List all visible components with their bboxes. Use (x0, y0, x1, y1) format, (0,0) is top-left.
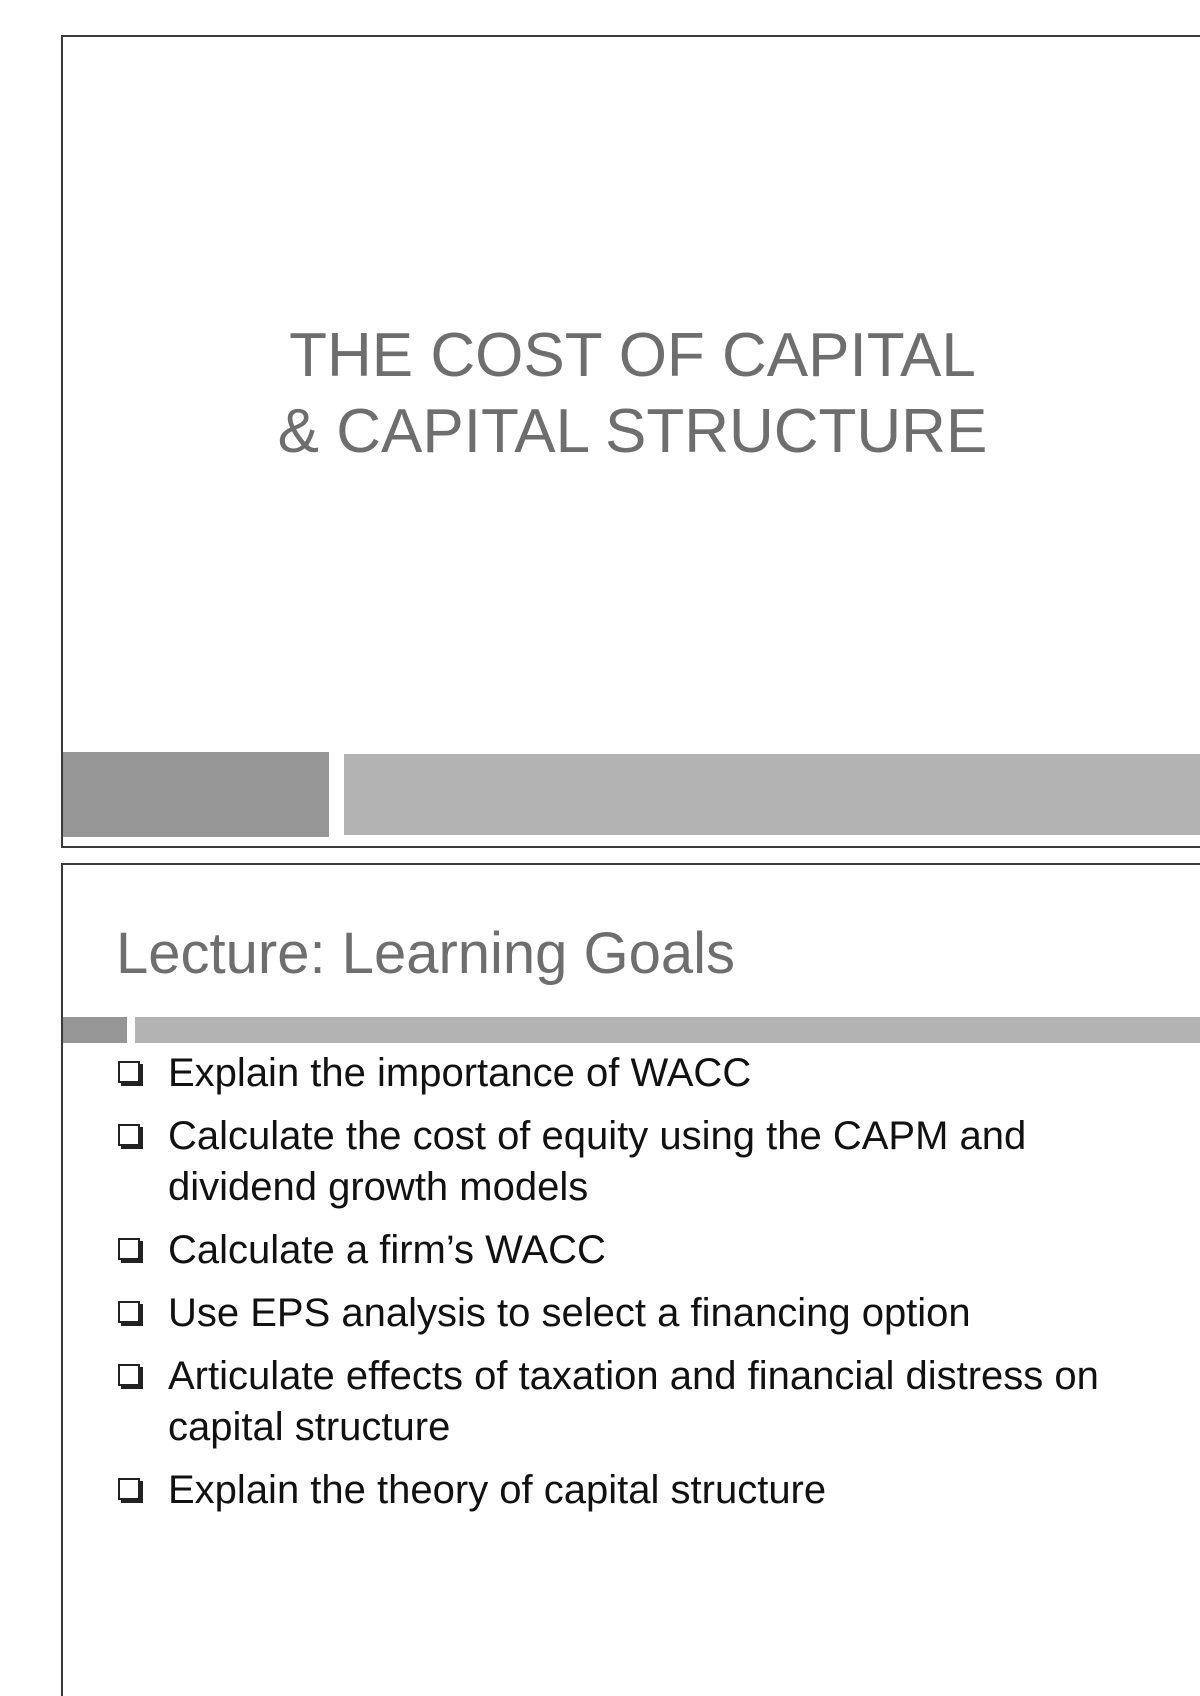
hollow-square-icon (118, 1238, 140, 1260)
title-line-1: THE COST OF CAPITAL (289, 321, 976, 390)
presentation-title (63, 318, 1200, 470)
goal-text: Calculate the cost of equity using the CAPM and dividend growth models (168, 1114, 1027, 1209)
goal-text: Explain the theory of capital structure (168, 1468, 827, 1512)
title-line-2: & CAPITAL STRUCTURE (277, 397, 988, 466)
list-item (116, 1288, 1176, 1339)
accent-bar-light (135, 1017, 1200, 1043)
hollow-square-icon (118, 1124, 140, 1146)
slide-title: Lecture: Learning Goals (116, 921, 736, 986)
hollow-square-icon (118, 1301, 140, 1323)
list-item (116, 1048, 1176, 1099)
goal-text: Use EPS analysis to select a financing option (168, 1291, 971, 1335)
list-item (116, 1465, 1176, 1516)
learning-goals-list (116, 1048, 1176, 1528)
hollow-square-icon (118, 1478, 140, 1500)
goal-text: Calculate a firm’s WACC (168, 1228, 606, 1272)
learning-goals-slide (61, 863, 1200, 1696)
list-item (116, 1351, 1176, 1453)
title-slide (61, 35, 1200, 848)
accent-bar-dark (63, 1017, 127, 1043)
list-item (116, 1111, 1176, 1213)
goal-text: Articulate effects of taxation and financial distress on capital structure (168, 1354, 1099, 1449)
hollow-square-icon (118, 1061, 140, 1083)
accent-bar-dark (63, 752, 329, 837)
goal-text: Explain the importance of WACC (168, 1051, 752, 1095)
list-item (116, 1225, 1176, 1276)
hollow-square-icon (118, 1364, 140, 1386)
accent-bar-light (344, 754, 1200, 835)
